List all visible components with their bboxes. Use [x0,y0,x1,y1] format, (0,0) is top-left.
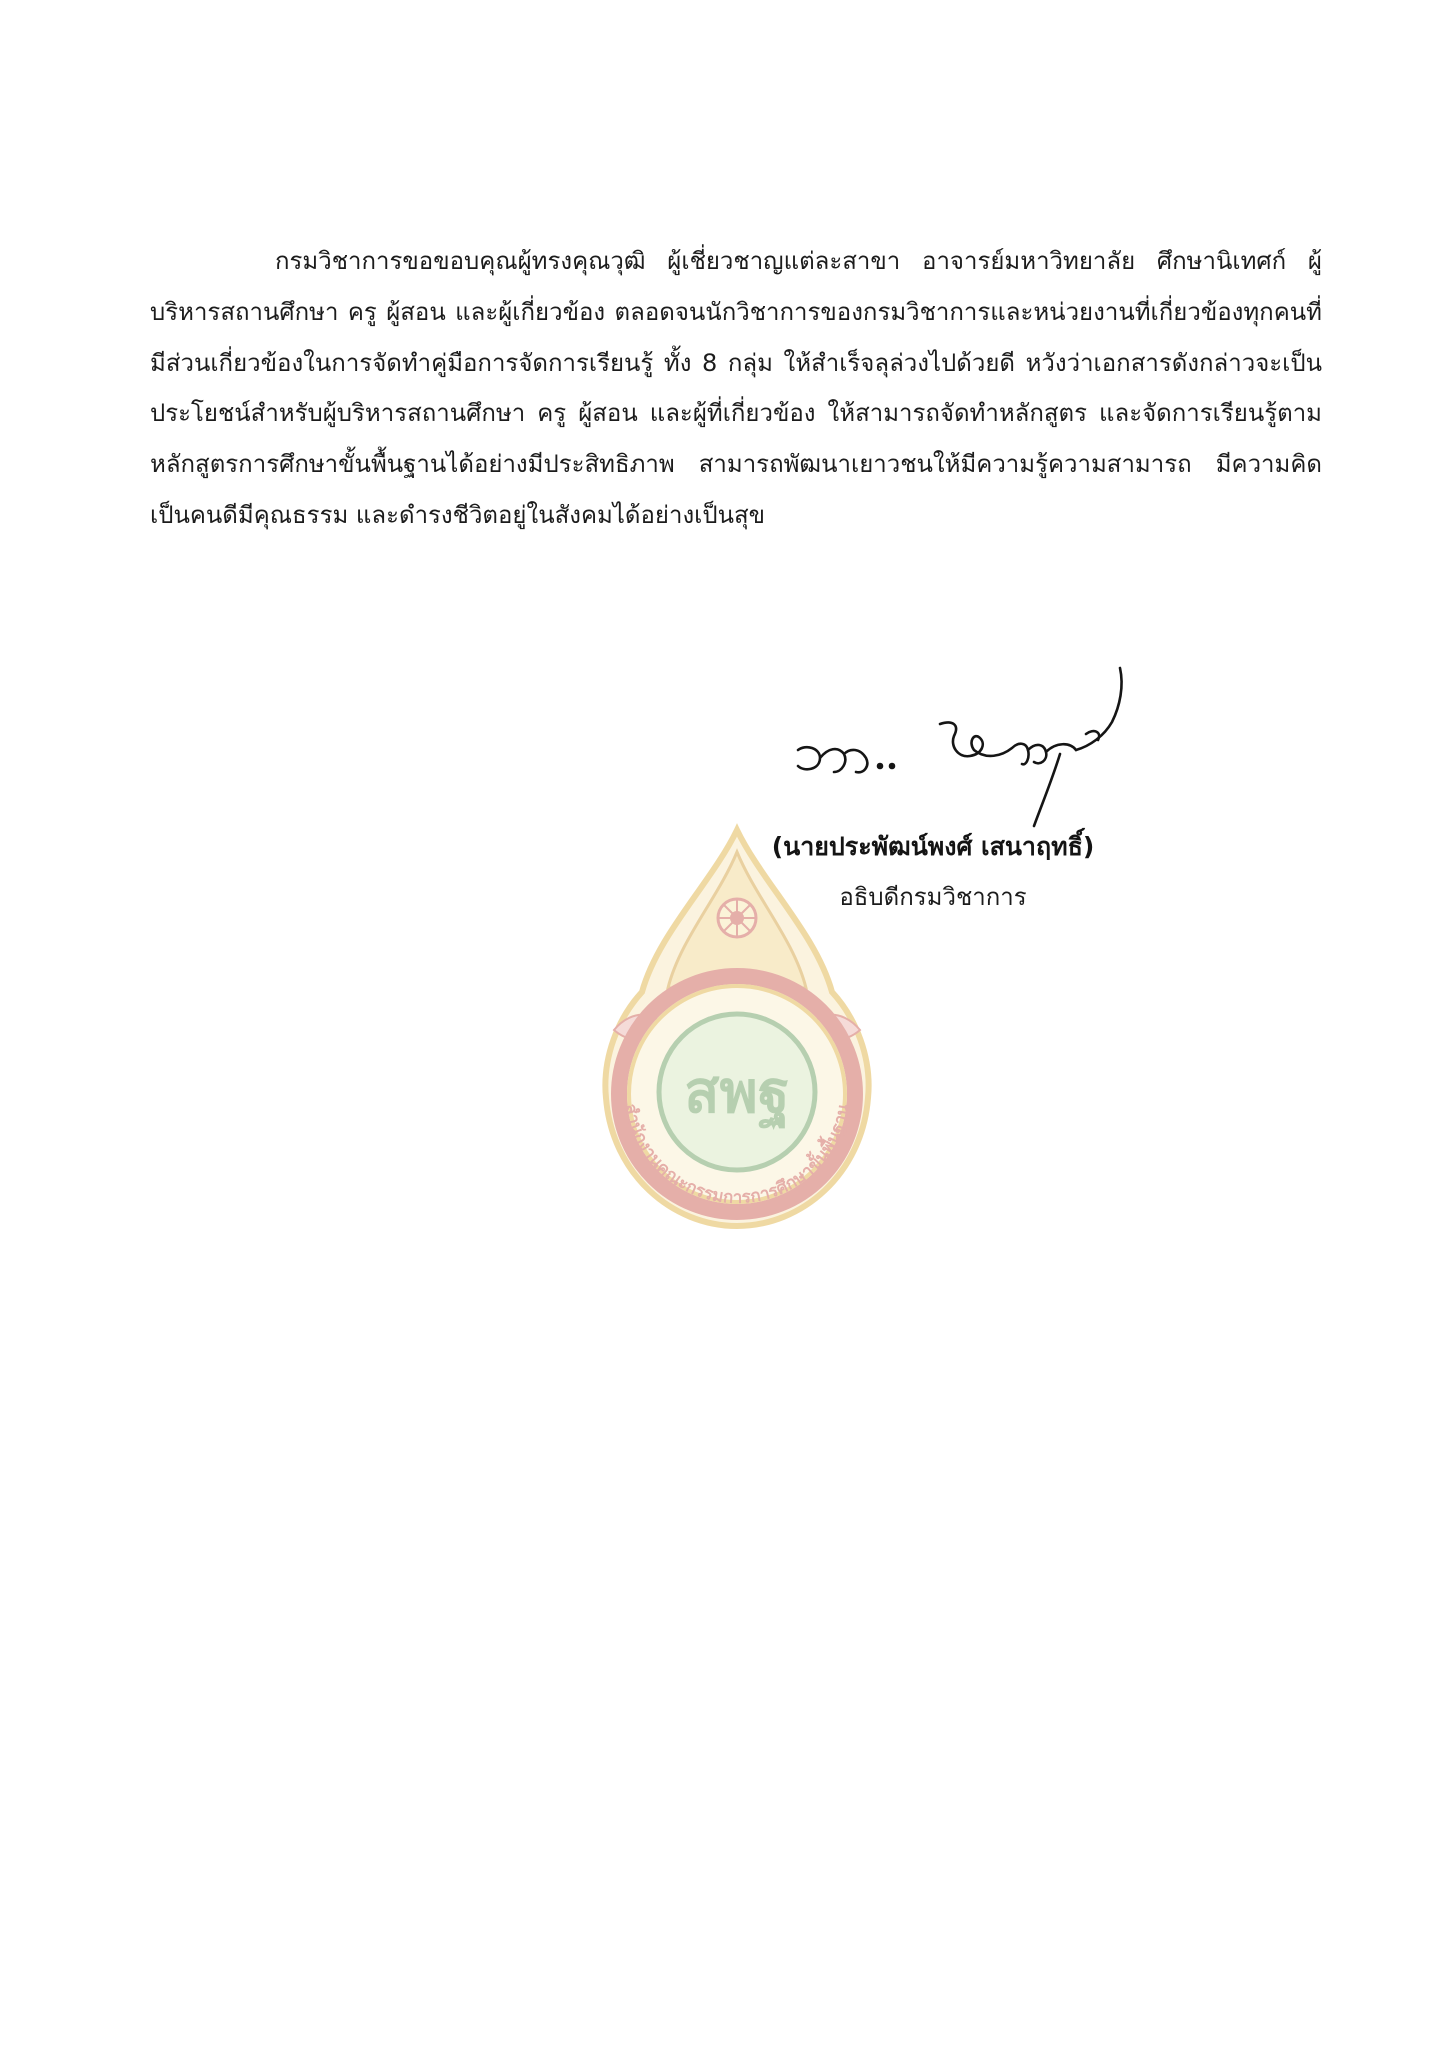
signer-title: อธิบดีกรมวิชาการ [839,883,1027,911]
seal-text: สำนักงานคณะกรรมการการศึกษาขั้นพื้นฐาน [619,1102,855,1208]
seal-monogram: สพฐ [684,1058,790,1126]
signer-name: (นายประพัฒน์พงศ์ เสนาฤทธิ์) [771,832,1095,861]
signature-block [718,827,1148,917]
body-paragraph: กรมวิชาการขอขอบคุณผู้ทรงคุณวุฒิ ผู้เชี่ยวชาญแต่ละสาขา อาจารย์มหาวิทยาลัย ศึกษานิเทศก์ ผู้บริหารสถานศึกษา ครู ผู้สอน และผู้เกี่ยวข้อง ตลอดจนนักวิชาการของกรมวิชาการและหน่วยงานที่เกี่ยวข้องทุกคนที่มีส่วนเกี่ยวข้องในการจัดทำคู่มือการจัดการเรียนรู้ ทั้ง 8 กลุ่ม ให้สำเร็จลุล่วงไปด้วยดี หวังว่าเอกสารดังกล่าวจะเป็นประโยชน์สำหรับผู้บริหารสถานศึกษา ครู ผู้สอน และผู้ที่เกี่ยวข้อง ให้สามารถจัดทำหลักสูตร และจัดการเรียนรู้ตามหลักสูตรการศึกษาขั้นพื้นฐานได้อย่างมีประสิทธิภาพ สามารถพัฒนาเยาวชนให้มีความรู้ความสามารถ มีความคิด เป็นคนดีมีคุณธรรม และดำรงชีวิตอยู่ในสังคมได้อย่างเป็นสุข [150,247,1322,529]
handwritten-signature [790,662,1140,828]
